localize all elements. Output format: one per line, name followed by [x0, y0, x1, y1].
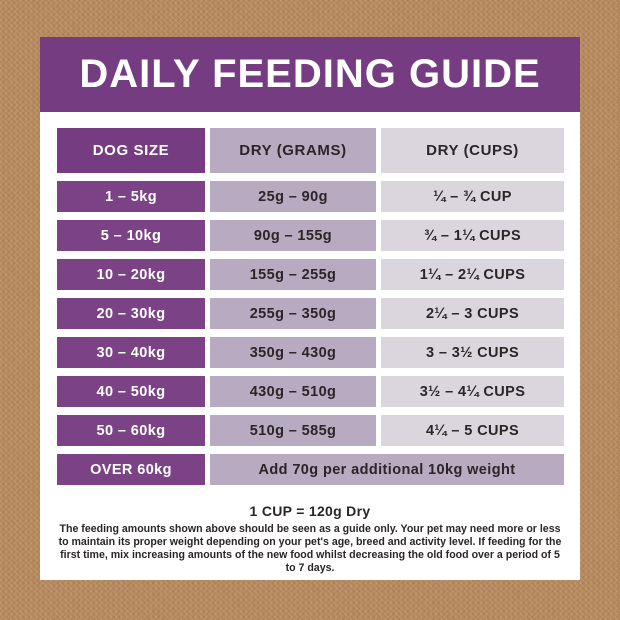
cell-dry-grams: 255g – 350g	[210, 298, 376, 329]
cell-dog-size: 40 – 50kg	[57, 376, 205, 407]
feeding-table	[57, 128, 565, 485]
title-banner	[40, 37, 580, 112]
disclaimer-text: The feeding amounts shown above should be seen as a guide only. Your pet may need more or less to maintain its proper weight depending on your pet's age, breed and activity level. If feeding for the first time, mix increasing amounts of the new food whilst decreasing the old food over a period of 5 to 7 days.	[58, 523, 562, 574]
cell-additional-weight-note: Add 70g per additional 10kg weight	[210, 454, 564, 485]
cell-dry-grams: 350g – 430g	[210, 337, 376, 368]
column-header-dry-grams: DRY (GRAMS)	[210, 128, 376, 173]
cell-over-60kg-label: OVER 60kg	[57, 454, 205, 485]
cell-dry-grams: 25g – 90g	[210, 181, 376, 212]
cell-dry-grams: 430g – 510g	[210, 376, 376, 407]
cell-dry-cups: 3 – 3½ CUPS	[381, 337, 564, 368]
cell-dry-cups: 4¼ – 5 CUPS	[381, 415, 564, 446]
cell-dry-grams: 510g – 585g	[210, 415, 376, 446]
cell-dog-size: 1 – 5kg	[57, 181, 205, 212]
column-header-dog-size: DOG SIZE	[57, 128, 205, 173]
cell-dry-grams: 155g – 255g	[210, 259, 376, 290]
cell-dog-size: 10 – 20kg	[57, 259, 205, 290]
column-header-dry-cups: DRY (CUPS)	[381, 128, 564, 173]
cell-dry-cups: 3½ – 4¼ CUPS	[381, 376, 564, 407]
page-title: DAILY FEEDING GUIDE	[79, 52, 541, 96]
cell-dog-size: 50 – 60kg	[57, 415, 205, 446]
cell-dry-cups: 2¼ – 3 CUPS	[381, 298, 564, 329]
cell-dry-cups: ¼ – ¾ CUP	[381, 181, 564, 212]
cell-dog-size: 20 – 30kg	[57, 298, 205, 329]
cell-dry-cups: ¾ – 1¼ CUPS	[381, 220, 564, 251]
cell-dry-cups: 1¼ – 2¼ CUPS	[381, 259, 564, 290]
cell-dog-size: 5 – 10kg	[57, 220, 205, 251]
cell-dog-size: 30 – 40kg	[57, 337, 205, 368]
cup-equivalence-note: 1 CUP = 120g Dry	[249, 503, 371, 519]
feeding-guide-card	[40, 37, 580, 580]
cell-dry-grams: 90g – 155g	[210, 220, 376, 251]
